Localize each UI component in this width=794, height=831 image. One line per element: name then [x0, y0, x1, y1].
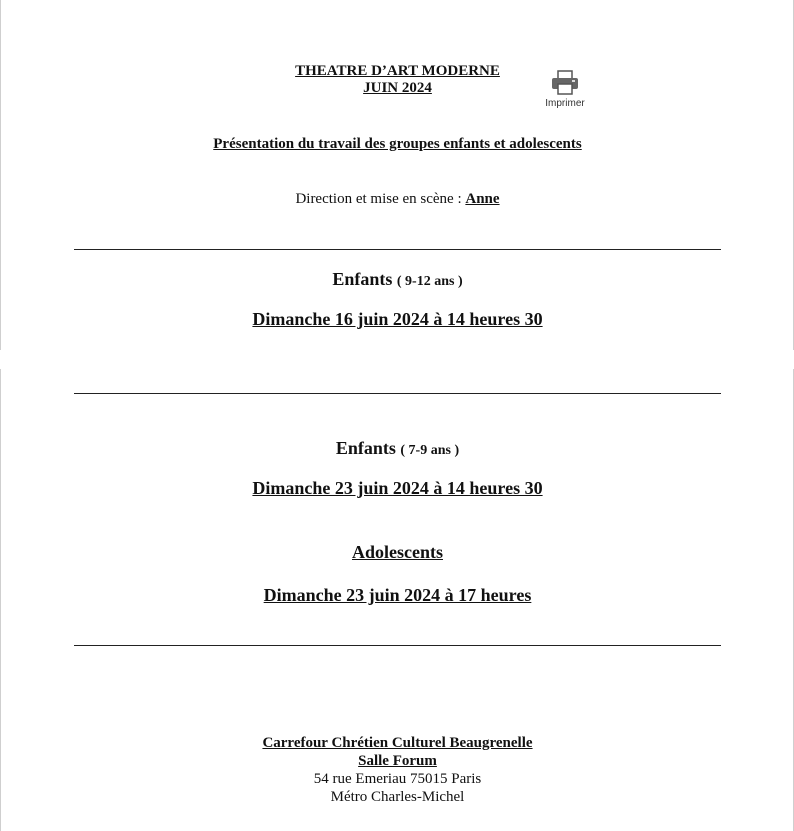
direction-line: [74, 191, 721, 208]
print-label: Imprimer: [545, 98, 585, 109]
divider: [74, 393, 721, 394]
presentation-heading: Présentation du travail des groupes enfants et adolescents: [213, 136, 582, 152]
session-1-group: [74, 269, 721, 290]
page-edge-left: [0, 0, 1, 350]
document-title: [74, 63, 721, 97]
director-name: Anne: [465, 191, 500, 207]
venue-name: Carrefour Chrétien Culturel Beaugrenelle: [262, 735, 533, 751]
divider: [74, 645, 721, 646]
venue-block: [74, 734, 721, 806]
session-2-group: [74, 438, 721, 459]
group-ages: ( 7-9 ans ): [400, 443, 460, 458]
theatre-name: THEATRE D’ART MODERNE: [295, 63, 500, 79]
print-button[interactable]: [540, 70, 590, 116]
group-name: Enfants: [332, 269, 393, 289]
session-3-group: Adolescents: [352, 542, 443, 562]
session-1-date: Dimanche 16 juin 2024 à 14 heures 30: [252, 309, 543, 329]
session-2-date: Dimanche 23 juin 2024 à 14 heures 30: [252, 478, 543, 498]
venue-metro: Métro Charles-Michel: [330, 789, 465, 805]
page-edge-left: [0, 369, 1, 831]
divider: [74, 249, 721, 250]
venue-room: Salle Forum: [358, 753, 437, 769]
group-ages: ( 9-12 ans ): [396, 274, 463, 289]
month-label: JUIN 2024: [363, 80, 432, 96]
group-name: Enfants: [335, 438, 396, 458]
direction-prefix: Direction et mise en scène :: [295, 191, 466, 207]
printer-icon: [551, 70, 579, 96]
venue-address: 54 rue Emeriau 75015 Paris: [313, 771, 482, 787]
session-3-date: Dimanche 23 juin 2024 à 17 heures: [263, 585, 532, 605]
